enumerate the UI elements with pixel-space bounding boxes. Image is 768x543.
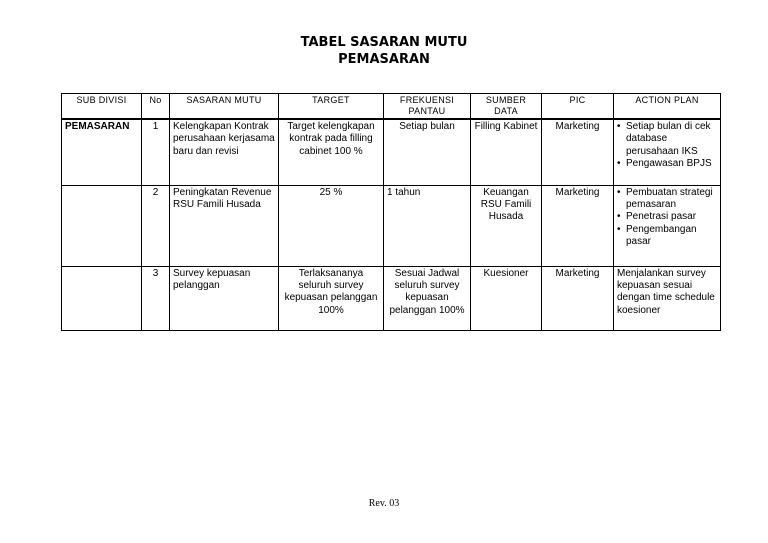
header-target: TARGET — [279, 94, 384, 120]
target-cell: Target kelengkapan kontrak pada filling cabinet 100 % — [279, 119, 384, 185]
action-plan-item: • Pembuatan strategi pemasaran — [617, 187, 717, 212]
row-number: 2 — [142, 185, 170, 266]
revision-footer: Rev. 03 — [368, 498, 400, 509]
document-title — [0, 34, 768, 68]
action-plan-list — [617, 187, 717, 249]
sumber-cell: Filling Kabinet — [471, 119, 542, 185]
pic-cell: Marketing — [542, 119, 614, 185]
pic-cell: Marketing — [542, 266, 614, 330]
sasaran-cell: Peningkatan Revenue RSU Famili Husada — [170, 185, 279, 266]
header-sumber-data: SUMBER DATA — [471, 94, 542, 120]
table-row — [62, 119, 721, 185]
target-cell: 25 % — [279, 185, 384, 266]
header-no: No — [142, 94, 170, 120]
sumber-cell: Kuesioner — [471, 266, 542, 330]
header-action-plan: ACTION PLAN — [614, 94, 721, 120]
target-cell: Terlaksananya seluruh survey kepuasan pelanggan 100% — [279, 266, 384, 330]
action-plan-item: • Pengembangan pasar — [617, 224, 717, 249]
action-plan-item: • Setiap bulan di cek database perusahaan IKS — [617, 121, 717, 158]
header-sub-divisi: SUB DIVISI — [62, 94, 142, 120]
table-row — [62, 185, 721, 266]
action-plan-item: • Pengawasan BPJS — [617, 158, 717, 170]
action-plan-cell — [614, 119, 721, 185]
sasaran-mutu-table — [61, 93, 721, 331]
sub-divisi-blank — [62, 266, 142, 330]
header-pic: PIC — [542, 94, 614, 120]
action-plan-item: • Penetrasi pasar — [617, 211, 717, 223]
pic-cell: Marketing — [542, 185, 614, 266]
title-line-1: TABEL SASARAN MUTU — [300, 35, 468, 50]
frekuensi-cell: 1 tahun — [384, 185, 471, 266]
table-row — [62, 266, 721, 330]
sumber-cell: Keuangan RSU Famili Husada — [471, 185, 542, 266]
table-header-row — [62, 94, 721, 120]
sasaran-cell: Survey kepuasan pelanggan — [170, 266, 279, 330]
action-plan-list — [617, 121, 717, 171]
action-plan-cell — [614, 185, 721, 266]
sasaran-cell: Kelengkapan Kontrak perusahaan kerjasama baru dan revisi — [170, 119, 279, 185]
frekuensi-cell: Sesuai Jadwal seluruh survey kepuasan pelanggan 100% — [384, 266, 471, 330]
row-number: 3 — [142, 266, 170, 330]
sub-divisi-blank — [62, 185, 142, 266]
header-frekuensi-pantau: FREKUENSI PANTAU — [384, 94, 471, 120]
header-sasaran-mutu: SASARAN MUTU — [170, 94, 279, 120]
frekuensi-cell: Setiap bulan — [384, 119, 471, 185]
row-number: 1 — [142, 119, 170, 185]
action-plan-cell: Menjalankan survey kepuasan sesuai dengan time schedule koesioner — [614, 266, 721, 330]
sub-divisi-cell: PEMASARAN — [62, 119, 142, 185]
title-line-2: PEMASARAN — [338, 52, 430, 67]
